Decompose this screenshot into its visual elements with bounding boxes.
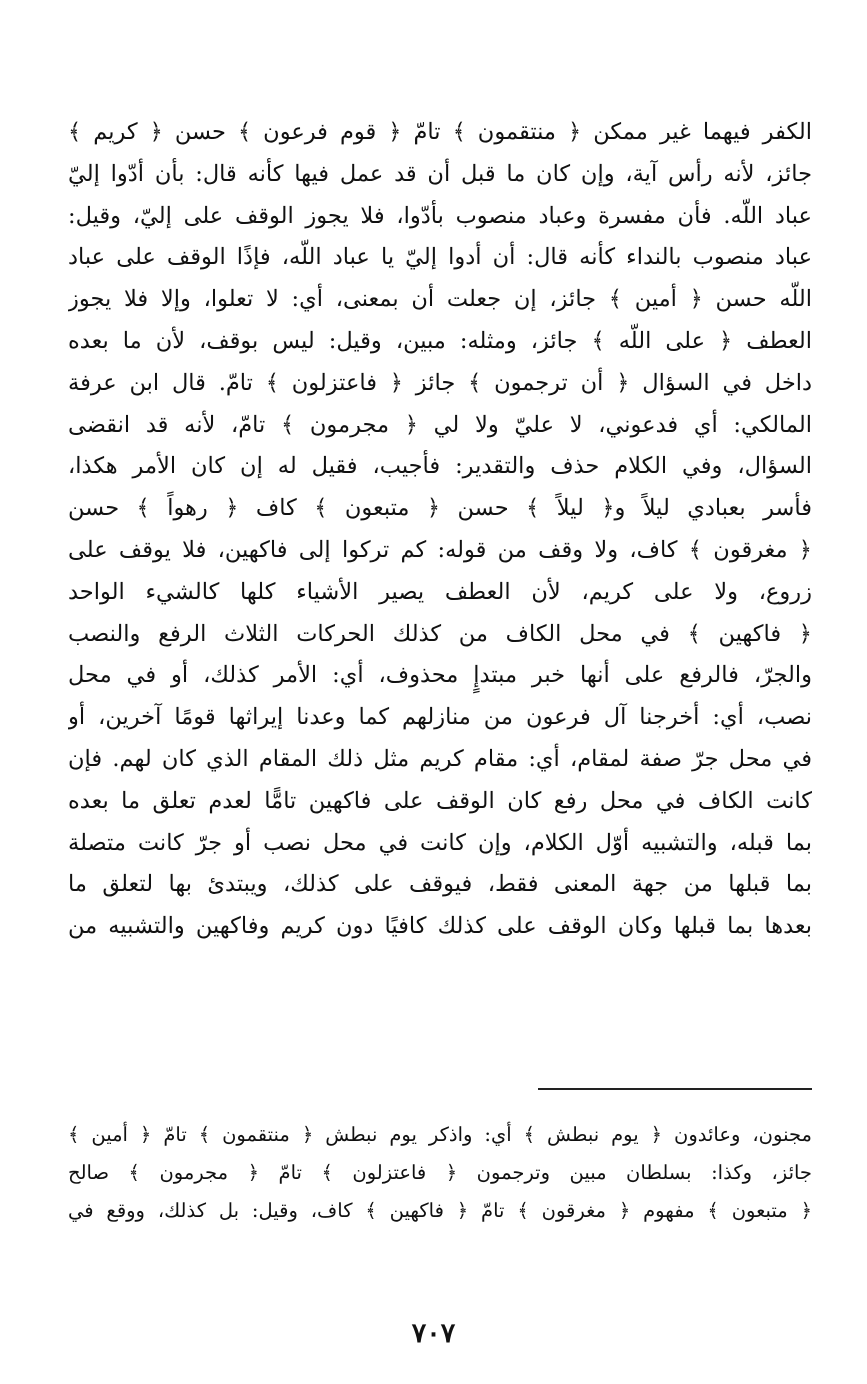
text-line: نصب، أي: أخرجنا آل فرعون من منازلهم كما وعدنا إيراثها قومًا آخرين، أو <box>68 704 812 731</box>
text-line: بما قبلها من جهة المعنى فقط، فيوقف على كذلك، ويبتدئ بها لتعلق ما <box>68 871 812 898</box>
text-line: العطف ﴿ على اللّه ﴾ جائز، ومثله: مبين، وقيل: ليس بوقف، لأن ما بعده <box>68 327 812 354</box>
text-line: المالكي: أي فدعوني، لا عليّ ولا لي ﴿ مجرمون ﴾ تامّ، لأنه قد انقضى <box>68 411 812 438</box>
text-line: الكفر فيهما غير ممكن ﴿ منتقمون ﴾ تامّ ﴿ قوم فرعون ﴾ حسن ﴿ كريم ﴾ <box>68 119 812 145</box>
footnote-line: جائز، وكذا: بسلطان مبين وترجمون ﴿ فاعتزلون ﴾ تامّ ﴿ مجرمون ﴾ صالح <box>68 1161 812 1184</box>
main-text-block <box>68 112 812 948</box>
text-line: ﴿ مغرقون ﴾ كاف، ولا وقف من قوله: كم تركوا إلى فاكهين، فلا يوقف على <box>68 536 812 563</box>
footnote-line: ﴿ متبعون ﴾ مفهوم ﴿ مغرقون ﴾ تامّ ﴿ فاكهين ﴾ كاف، وقيل: بل كذلك، ووقع في <box>68 1199 812 1222</box>
text-line: السؤال، وفي الكلام حذف والتقدير: فأجيب، فقيل له إن كان الأمر هكذا، <box>68 453 812 480</box>
text-line: عباد اللّه. فأن مفسرة وعباد منصوب بأدّوا، فلا يجوز الوقف على إليّ، وقيل: <box>68 202 812 229</box>
footnote-separator <box>538 1088 812 1090</box>
footnote-line: مجنون، وعائدون ﴿ يوم نبطش ﴾ أي: واذكر يوم نبطش ﴿ منتقمون ﴾ تامّ ﴿ أمين ﴾ <box>68 1123 812 1146</box>
text-line: في محل جرّ صفة لمقام، أي: مقام كريم مثل ذلك المقام الذي كان لهم. فإن <box>68 745 812 772</box>
text-line: والجرّ، فالرفع على أنها خبر مبتدإٍ محذوف، أي: الأمر كذلك، أو في محل <box>68 662 812 689</box>
text-line: ﴿ فاكهين ﴾ في محل الكاف من كذلك الحركات الثلاث الرفع والنصب <box>68 620 812 647</box>
text-line: عباد منصوب بالنداء كأنه قال: أن أدوا إليّ يا عباد اللّه، فإذًا الوقف على عباد <box>68 244 812 271</box>
text-line: فأسر بعبادي ليلاً و﴿ ليلاً ﴾ حسن ﴿ متبعون ﴾ كاف ﴿ رهواً ﴾ حسن <box>68 495 812 522</box>
text-line: جائز، لأنه رأس آية، وإن كان ما قبل أن قد عمل فيها كأنه قال: بأن أدّوا إليّ <box>68 160 812 187</box>
text-line: بعدها بما قبلها وكان الوقف على كذلك كافيًا دون كريم وفاكهين والتشبيه من <box>68 913 812 940</box>
text-line: داخل في السؤال ﴿ أن ترجمون ﴾ جائز ﴿ فاعتزلون ﴾ تامّ. قال ابن عرفة <box>68 369 812 396</box>
text-line: اللّه حسن ﴿ أمين ﴾ جائز، إن جعلت أن بمعنى، أي: لا تعلوا، وإلا فلا يجوز <box>68 286 812 313</box>
footnotes-block <box>68 1116 812 1230</box>
text-line: كانت الكاف في محل رفع كان الوقف على فاكهين تامًّا لعدم تعلق ما بعده <box>68 787 812 814</box>
text-line: زروع، ولا على كريم، لأن العطف يصير الأشياء كلها كالشيء الواحد <box>68 578 812 605</box>
text-line: بما قبله، والتشبيه أوّل الكلام، وإن كانت في محل نصب أو جرّ كانت متصلة <box>68 829 812 856</box>
page-number: ٧٠٧ <box>411 1318 456 1349</box>
